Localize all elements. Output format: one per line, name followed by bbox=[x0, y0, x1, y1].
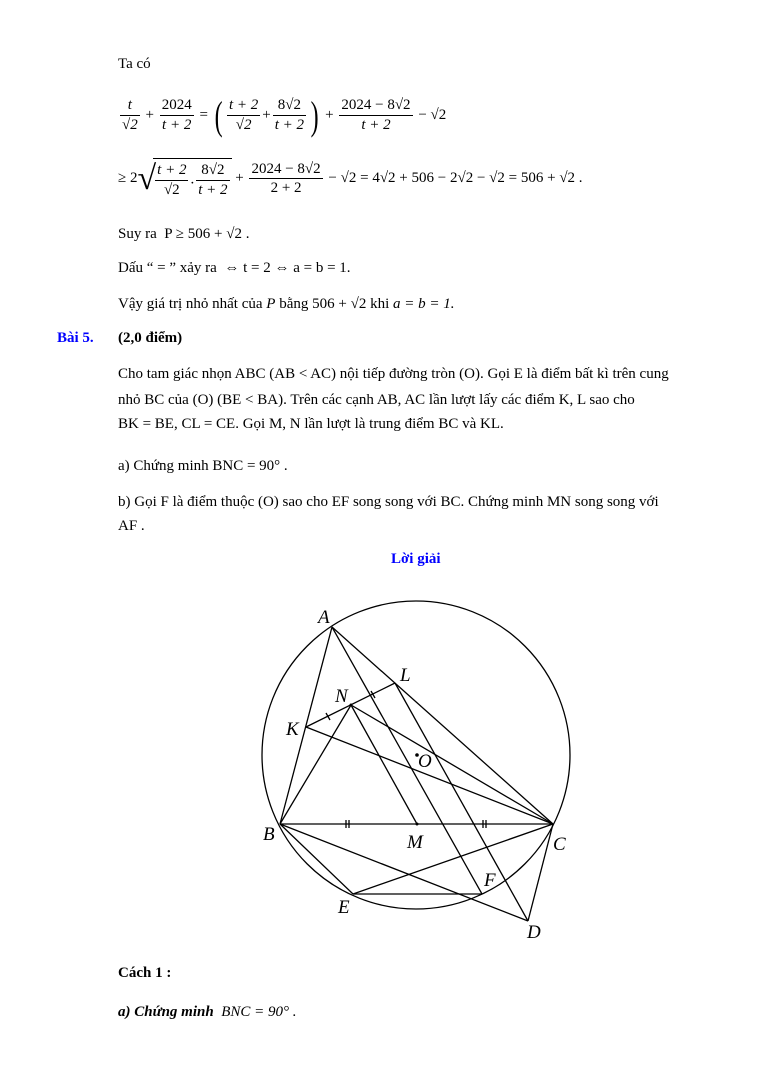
sqrt-icon: √ bbox=[137, 159, 157, 197]
part-a-question: a) Chứng minh BNC = 90° . bbox=[118, 458, 288, 474]
segment-KC bbox=[306, 727, 553, 824]
statement-line-1: Cho tam giác nhọn ABC (AB < AC) nội tiếp đường tròn (O). Gọi E là điểm bất kì trên cung bbox=[118, 366, 669, 382]
segment-CE bbox=[353, 824, 553, 894]
fraction: $\frac{2024 - 8√2}{t + 2}$ bbox=[341, 97, 411, 133]
label-D: D bbox=[527, 922, 541, 943]
solution-heading: Lời giải bbox=[391, 551, 441, 567]
fraction: $\frac{2024}{t + 2}$ bbox=[161, 97, 192, 133]
label-K: K bbox=[286, 719, 299, 740]
segment-AC bbox=[332, 627, 553, 824]
solution-part-a-heading: a) Chứng minh BNC = 90° . bbox=[118, 1004, 297, 1020]
label-L: L bbox=[400, 665, 411, 686]
equality-line: Dấu “ = ” xảy ra ⇔ t = 2 ⇔ a = b = 1. bbox=[118, 260, 351, 276]
intro-text: Ta có bbox=[118, 56, 151, 72]
fraction: $\frac{2024 - 8√2}{2 + 2}$ bbox=[251, 160, 321, 197]
segment-CD bbox=[528, 824, 553, 921]
part-b-question-line-1: b) Gọi F là điểm thuộc (O) sao cho EF song song với BC. Chứng minh MN song song với bbox=[118, 494, 659, 510]
statement-line-2: nhỏ BC của (O) (BE < BA). Trên các cạnh AB, AC lần lượt lấy các điểm K, L sao cho bbox=[118, 392, 635, 408]
segment-NC bbox=[351, 705, 553, 824]
statement-line-3: BK = BE, CL = CE. Gọi M, N lần lượt là trung điểm BC và KL. bbox=[118, 416, 504, 432]
label-O: O bbox=[418, 751, 432, 772]
radicand: $\frac{t + 2}{√2}$ . $\frac{8√2}{t + 2}$ bbox=[153, 158, 231, 200]
segment-NM bbox=[351, 705, 417, 824]
label-N: N bbox=[335, 686, 348, 707]
point-N bbox=[350, 704, 353, 707]
equation-1: $\frac{t}{√2}$ + $\frac{2024}{t + 2}$ = ( $\frac{t + 2}{√2}$ + $\frac{8√2}{t + 2}$ ) + $\frac{2024 - 8√2}{t + 2}$ − √2 bbox=[122, 93, 447, 138]
label-B: B bbox=[263, 824, 275, 845]
label-C: C bbox=[553, 834, 566, 855]
point-M bbox=[416, 823, 419, 826]
label-E: E bbox=[338, 897, 350, 918]
label-F: F bbox=[484, 870, 496, 891]
conclusion-line: Suy ra P ≥ 506 + √2 . bbox=[118, 226, 250, 242]
final-answer-line: Vậy giá trị nhỏ nhất của P bằng 506 + √2 khi a = b = 1. bbox=[118, 296, 455, 312]
fraction: $\frac{t + 2}{√2}$ bbox=[157, 162, 187, 198]
fraction: $\frac{t}{√2}$ bbox=[122, 97, 138, 133]
label-A: A bbox=[318, 607, 330, 628]
fraction: $\frac{t + 2}{√2}$ bbox=[229, 97, 259, 133]
part-b-question-line-2: AF . bbox=[118, 518, 145, 534]
method-heading: Cách 1 : bbox=[118, 965, 172, 981]
problem-points: (2,0 điểm) bbox=[118, 330, 183, 346]
equation-2: ≥ 2√ $\frac{t + 2}{√2}$ . $\frac{8√2}{t + 2}$ + $\frac{2024 - 8√2}{2 + 2}$ − √2 = 4√2 + 506 − 2√2 − √2 = 506 + √2 . bbox=[118, 159, 583, 198]
problem-label: Bài 5. bbox=[57, 330, 94, 346]
fraction: $\frac{8√2}{t + 2}$ bbox=[274, 97, 305, 133]
label-M: M bbox=[407, 832, 423, 853]
segment-LD bbox=[395, 683, 528, 921]
fraction: $\frac{8√2}{t + 2}$ bbox=[198, 162, 228, 198]
segment-BE bbox=[280, 824, 353, 894]
